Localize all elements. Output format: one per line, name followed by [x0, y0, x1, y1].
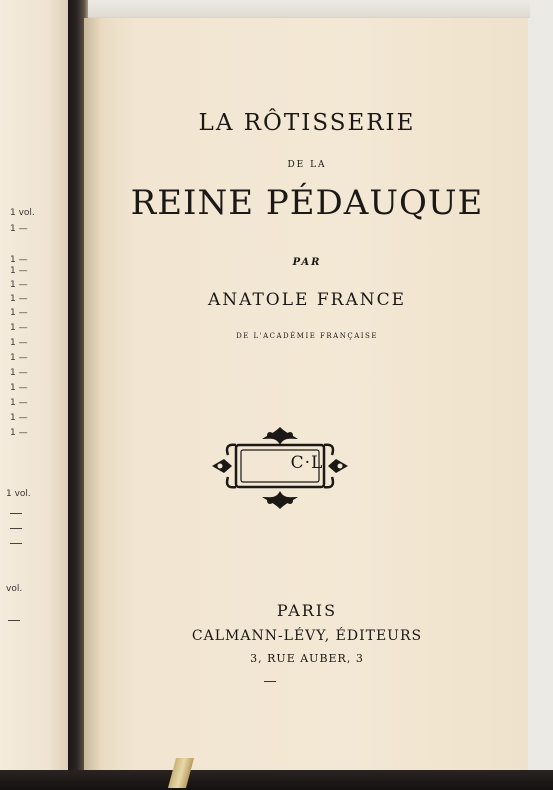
left-entry: 1 —	[10, 398, 28, 408]
publication-city: PARIS	[276, 601, 338, 620]
left-entry: 1 vol.	[10, 208, 35, 218]
left-dash	[10, 513, 22, 514]
closing-rule	[264, 681, 276, 682]
left-entry: 1 —	[10, 266, 28, 276]
left-entry: 1 —	[10, 255, 28, 265]
left-page-list	[0, 0, 70, 772]
left-entry: 1 —	[10, 413, 28, 423]
title-connector: DE LA	[287, 160, 327, 170]
left-entry: 1 —	[10, 308, 28, 318]
left-entry: 1 vol.	[6, 489, 31, 499]
left-entry: 1 —	[10, 323, 28, 333]
author-name: ANATOLE FRANCE	[207, 290, 407, 310]
title-line-1: LA RÔTISSERIE	[198, 110, 416, 136]
left-entry: 1 —	[10, 338, 28, 348]
left-dash	[10, 528, 22, 529]
left-entry: 1 —	[10, 353, 28, 363]
left-dash	[10, 543, 22, 544]
publisher-address: 3, RUE AUBER, 3	[250, 652, 364, 665]
left-entry: 1 —	[10, 280, 28, 290]
title-line-2: REINE PÉDAUQUE	[130, 183, 484, 223]
author-affiliation: DE L'ACADÉMIE FRANÇAISE	[236, 332, 378, 340]
publisher-name: CALMANN-LÉVY, ÉDITEURS	[191, 628, 423, 644]
left-entry: 1 —	[10, 224, 28, 234]
left-entry: 1 —	[10, 428, 28, 438]
by-label: PAR	[292, 257, 322, 268]
left-entry: 1 —	[10, 368, 28, 378]
left-entry: 1 —	[10, 294, 28, 304]
left-entry: vol.	[6, 584, 23, 594]
publisher-mark-initials: C·L	[290, 453, 324, 473]
left-dash	[8, 620, 20, 621]
book-cover-bottom	[0, 770, 553, 790]
left-entry: 1 —	[10, 383, 28, 393]
background-edge	[528, 18, 553, 770]
